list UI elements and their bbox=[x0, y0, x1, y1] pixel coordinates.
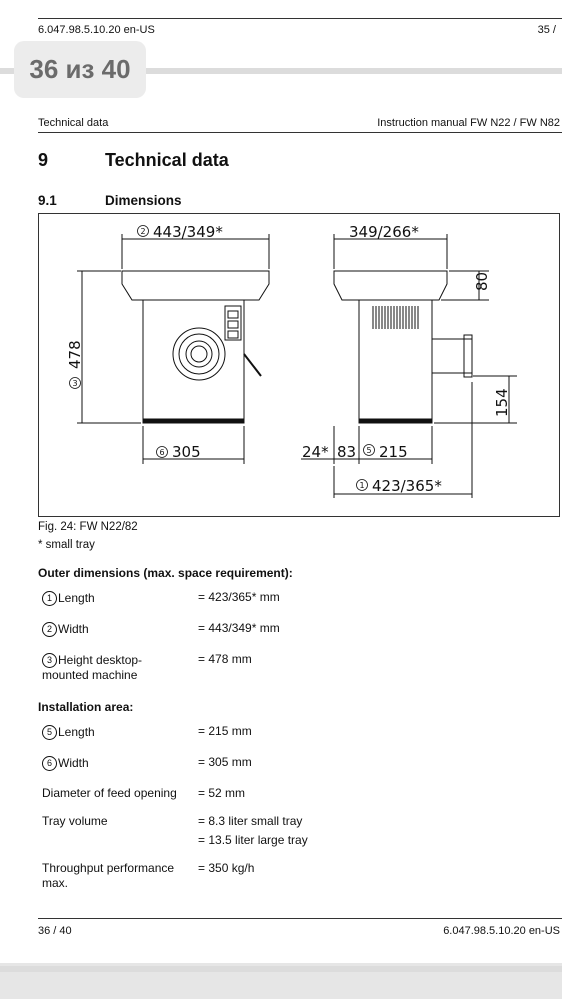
value-length: = 423/365* mm bbox=[198, 590, 280, 604]
callout-2: 2 bbox=[140, 227, 146, 236]
side-tray bbox=[334, 271, 447, 300]
front-lever bbox=[244, 354, 261, 376]
callout-6: 6 bbox=[159, 448, 165, 457]
figure-note: * small tray bbox=[38, 539, 95, 551]
value-tray-small: = 8.3 liter small tray bbox=[198, 814, 303, 828]
installation-heading: Installation area: bbox=[38, 700, 134, 714]
page-ref-top: 35 / bbox=[537, 24, 556, 36]
dimension-drawing bbox=[39, 214, 561, 518]
front-outlet-ring bbox=[173, 328, 225, 380]
doc-id-top: 6.047.98.5.10.20 en-US bbox=[38, 24, 155, 36]
outer-dimensions-heading: Outer dimensions (max. space requirement): bbox=[38, 566, 293, 580]
chapter-number: 9 bbox=[38, 150, 49, 170]
row-width: 2 Width bbox=[42, 622, 89, 637]
section-left: Technical data bbox=[38, 117, 109, 129]
callout-1: 1 bbox=[359, 481, 365, 490]
side-base bbox=[359, 419, 432, 423]
page-separator-bottom bbox=[0, 966, 562, 972]
value-install-width: = 305 mm bbox=[198, 755, 252, 769]
footer-rule bbox=[38, 918, 562, 919]
row-install-length: 5 Length bbox=[42, 725, 95, 740]
section-number: 9.1 bbox=[38, 193, 57, 208]
dim-offset-mid: 83 bbox=[337, 443, 357, 461]
value-throughput: = 350 kg/h bbox=[198, 861, 255, 875]
section-title: Dimensions bbox=[105, 193, 182, 208]
section-right: Instruction manual FW N22 / FW N82 bbox=[377, 117, 560, 129]
side-outlet bbox=[432, 339, 472, 373]
header-rule bbox=[38, 132, 562, 133]
dim-length-base: 215 bbox=[379, 443, 408, 461]
front-base bbox=[143, 419, 244, 423]
top-rule bbox=[38, 18, 562, 19]
dim-depth-top: 349/266* bbox=[349, 223, 419, 241]
dimension-figure bbox=[38, 213, 560, 517]
dim-length-total: 423/365* bbox=[372, 477, 442, 495]
value-install-length: = 215 mm bbox=[198, 724, 252, 738]
row-install-width: 6 Width bbox=[42, 756, 89, 771]
row-feed-opening: Diameter of feed opening bbox=[42, 786, 177, 800]
chapter-title: Technical data bbox=[105, 150, 229, 170]
dim-width-base: 305 bbox=[172, 443, 201, 461]
figure-caption: Fig. 24: FW N22/82 bbox=[38, 521, 138, 533]
value-width: = 443/349* mm bbox=[198, 621, 280, 635]
footer-page: 36 / 40 bbox=[38, 925, 72, 937]
row-height: 3 Height desktop- mounted machine bbox=[42, 653, 143, 682]
row-throughput: Throughput performance max. bbox=[42, 861, 175, 890]
dim-height-tray: 80 bbox=[473, 271, 491, 291]
callout-3: 3 bbox=[72, 379, 78, 388]
row-tray-volume: Tray volume bbox=[42, 814, 108, 828]
side-body bbox=[359, 300, 432, 421]
value-height: = 478 mm bbox=[198, 652, 252, 666]
callout-5: 5 bbox=[366, 446, 372, 455]
footer-doc-id: 6.047.98.5.10.20 en-US bbox=[443, 925, 560, 937]
dim-height-total: 478 bbox=[66, 340, 84, 369]
value-feed-opening: = 52 mm bbox=[198, 786, 246, 800]
dim-height-outlet: 154 bbox=[493, 388, 511, 417]
row-length: 1 Length bbox=[42, 591, 95, 606]
dim-width-top: 443/349* bbox=[153, 223, 223, 241]
value-tray-large: = 13.5 liter large tray bbox=[198, 833, 308, 847]
front-tray bbox=[122, 271, 269, 300]
side-vents bbox=[373, 306, 418, 329]
dim-offset-left: 24* bbox=[302, 443, 329, 461]
page-counter-badge: 36 из 40 bbox=[14, 41, 146, 98]
